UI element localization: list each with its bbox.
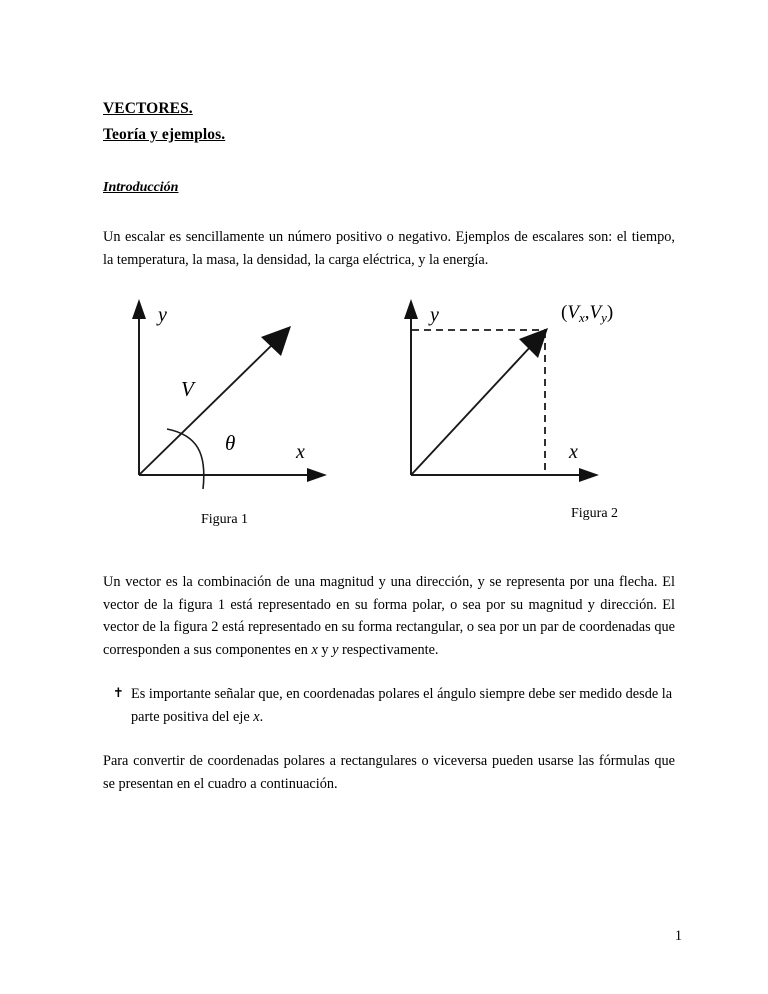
note-text-italic-x: x bbox=[253, 708, 260, 725]
spacer bbox=[103, 661, 675, 683]
document-content bbox=[103, 96, 675, 795]
figures-container bbox=[103, 293, 675, 541]
point-label-paren-open: ( bbox=[561, 302, 568, 323]
vector-arrow-line bbox=[412, 345, 532, 474]
page-number: 1 bbox=[674, 928, 682, 944]
point-label-paren-close: ) bbox=[606, 302, 614, 323]
vector-definition-text-1: Un vector es la combinación de una magnitud y una dirección, y se representa por una flecha. El vector de la figura 1 está representado en su forma polar, o sea por su magnitud y dirección. El vector de la figura 2 está representado en su forma rectangular, o sea por un par de coordenadas que corresponden a sus componentes en bbox=[103, 574, 675, 658]
point-label-vx: V bbox=[567, 302, 579, 323]
paragraph-vector-definition bbox=[103, 571, 675, 661]
y-axis-arrowhead bbox=[404, 299, 418, 319]
page-title: VECTORES. bbox=[103, 100, 193, 117]
spacer bbox=[103, 271, 675, 293]
point-label-vy: V bbox=[589, 302, 602, 323]
paragraph-intro: Un escalar es sencillamente un número positivo o negativo. Ejemplos de escalares son: el tiempo, la temperatura, la masa, la densidad, la carga eléctrica, y la energía. bbox=[103, 229, 675, 268]
note-bullet-item bbox=[103, 683, 675, 728]
figure-2-x-label: x bbox=[569, 441, 578, 463]
figure-2-rectangular bbox=[393, 293, 658, 521]
y-axis-arrowhead bbox=[132, 299, 146, 319]
figure-2-y-label: y bbox=[430, 304, 439, 326]
figure-2-graphic bbox=[393, 293, 658, 503]
figure-2-point-label bbox=[561, 302, 613, 325]
point-label-comma: , bbox=[584, 302, 590, 323]
vector-definition-and: y bbox=[317, 641, 333, 658]
spacer bbox=[103, 541, 675, 571]
angle-arc bbox=[167, 429, 204, 489]
figure-1-angle-label: θ bbox=[225, 431, 236, 455]
spacer bbox=[103, 148, 675, 178]
document-subtitle: Teoría y ejemplos. bbox=[103, 126, 226, 143]
x-axis-arrowhead bbox=[579, 468, 599, 482]
spacer bbox=[103, 198, 675, 226]
point-label-vy-sub: y bbox=[601, 310, 607, 325]
vector-definition-y: y bbox=[332, 641, 339, 658]
figure-1-y-label: y bbox=[158, 304, 167, 326]
paragraph-conversion: Para convertir de coordenadas polares a rectangulares o viceversa pueden usarse las fórmulas que se presentan en el cuadro a continuación. bbox=[103, 753, 675, 792]
note-text-1: Es importante señalar que, en coordenadas polares el ángulo siempre debe ser medido desde la parte positiva del eje bbox=[131, 686, 673, 725]
figure-1-graphic bbox=[121, 293, 351, 503]
x-axis-arrowhead bbox=[307, 468, 327, 482]
figure-2-caption: Figura 2 bbox=[571, 506, 619, 521]
note-bullet-text bbox=[131, 683, 675, 728]
section-heading-introduccion: Introducción bbox=[103, 180, 179, 195]
figure-1-vector-label: V bbox=[181, 377, 194, 401]
vector-definition-text-2: respectivamente. bbox=[338, 641, 439, 658]
figure-1-x-label: x bbox=[296, 441, 305, 463]
figure-1-polar bbox=[121, 293, 351, 527]
vector-definition-x: x bbox=[311, 641, 318, 658]
note-text-2: . bbox=[259, 708, 264, 725]
figure-1-caption: Figura 1 bbox=[201, 512, 249, 527]
dagger-bullet-icon: ✝ bbox=[113, 686, 124, 701]
spacer bbox=[103, 728, 675, 750]
vector-arrow-line bbox=[140, 343, 274, 474]
point-label-vx-sub: x bbox=[578, 310, 585, 325]
